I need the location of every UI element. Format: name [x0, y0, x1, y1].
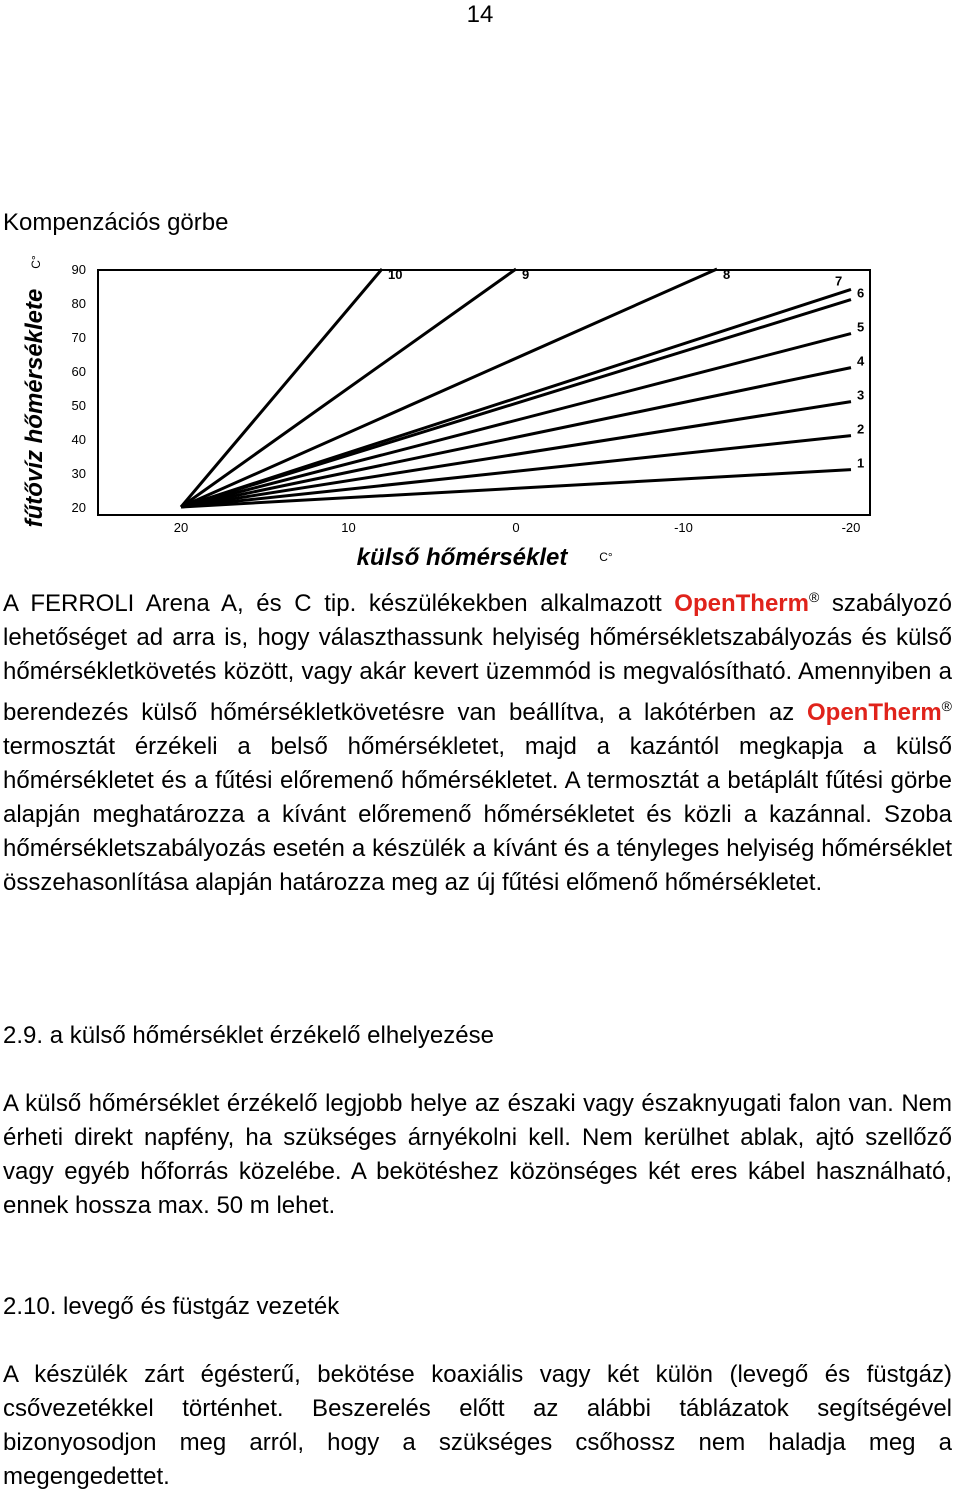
paragraph-sensor-placement: A külső hőmérséklet érzékelő legjobb helye az északi vagy északnyugati falon van. Nem érheti direkt napfény, ha szükséges árnyékolni kell. Nem kerülhet ablak, ajtó szellőző vagy egyéb hőforrás közelébe. A bekötéshez közönséges két eres kábel használható, ennek hossza max. 50 m lehet. [3, 1090, 952, 1219]
page-number: 14 [466, 1, 494, 28]
paragraph-text: termosztát érzékeli a belső hőmérsékletet, majd a kazántól megkapja a külső hőmérsékletet és a fűtési előremenő hőmérsékletet. A termosztát a betáplált fűtési görbe alapján meghatározza a kívánt előremenő hőmérsékletet és közli a kazánnal. Szoba hőmérsékletszabályozás esetén a készülék a kívánt és a tényleges helyiség hőmérséklet összehasonlítása alapján határozza meg az új fűtési előmenő hőmérsékletet. [3, 733, 952, 896]
section-heading-2-10: 2.10. levegő és füstgáz vezeték [3, 1293, 340, 1320]
x-tick-label: -10 [674, 520, 693, 535]
plot-frame [98, 270, 870, 515]
registered-mark: ® [808, 589, 820, 605]
y-tick-label: 50 [71, 398, 86, 413]
brand-opentherm: OpenTherm [674, 590, 809, 617]
y-axis-unit: C° [29, 255, 43, 269]
x-tick-label: 0 [512, 520, 520, 535]
paragraph-opentherm [3, 580, 952, 900]
paragraph-flue: A készülék zárt égésterű, bekötése koaxiális vagy két külön (levegő és füstgáz) csővezetékkel történhet. Beszerelés előtt az alábbi táblázatok segítségével bizonyosodjon meg arról, hogy a szükséges csőhossz nem haladja meg a megengedettet. [3, 1361, 952, 1490]
y-tick-label: 70 [71, 330, 86, 345]
curve-label-5: 5 [857, 319, 865, 335]
paragraph-text: szabályozó lehetőséget ad arra is, hogy választhassunk helyiség hőmérsékletszabályozás és külső hőmérsékletkövetés között, vagy akár kevert üzemmód is megvalósítható. Amennyiben a berendezés külső hőmérsékletkövetésre van beállítva, a lakótérben az [3, 590, 952, 726]
curve-label-7: 7 [835, 273, 843, 289]
curve-label-10: 10 [388, 267, 403, 282]
y-tick-label: 40 [71, 432, 86, 447]
x-tick-label: -20 [841, 520, 861, 535]
y-tick-label: 30 [71, 466, 86, 481]
y-tick-label: 80 [71, 296, 86, 311]
y-tick-label: 60 [71, 364, 86, 379]
curve-label-9: 9 [522, 267, 530, 282]
brand-opentherm: OpenTherm [806, 699, 942, 726]
curve-label-6: 6 [857, 285, 865, 301]
chart-svg [0, 248, 960, 578]
figure-caption: Kompenzációs görbe [3, 209, 229, 236]
y-tick-label: 90 [71, 262, 86, 277]
curve-label-4: 4 [857, 353, 865, 369]
x-tick-label: 20 [173, 520, 189, 535]
y-tick-label: 20 [71, 500, 86, 515]
compensation-curve-chart [0, 248, 960, 578]
x-axis-unit: C° [599, 550, 613, 564]
x-tick-label: 10 [341, 520, 356, 535]
section-heading-2-9: 2.9. a külső hőmérséklet érzékelő elhelyezése [3, 1022, 494, 1049]
curve-label-3: 3 [857, 387, 865, 403]
curve-label-2: 2 [857, 421, 865, 437]
y-axis-label: fűtővíz hőmérséklete [21, 288, 48, 528]
curve-label-1: 1 [857, 455, 865, 471]
paragraph-text: A FERROLI Arena A, és C tip. készülékekben alkalmazott [3, 590, 675, 617]
registered-mark: ® [941, 698, 952, 714]
x-axis-label: külső hőmérséklet [356, 544, 568, 571]
curve-label-8: 8 [723, 267, 731, 282]
